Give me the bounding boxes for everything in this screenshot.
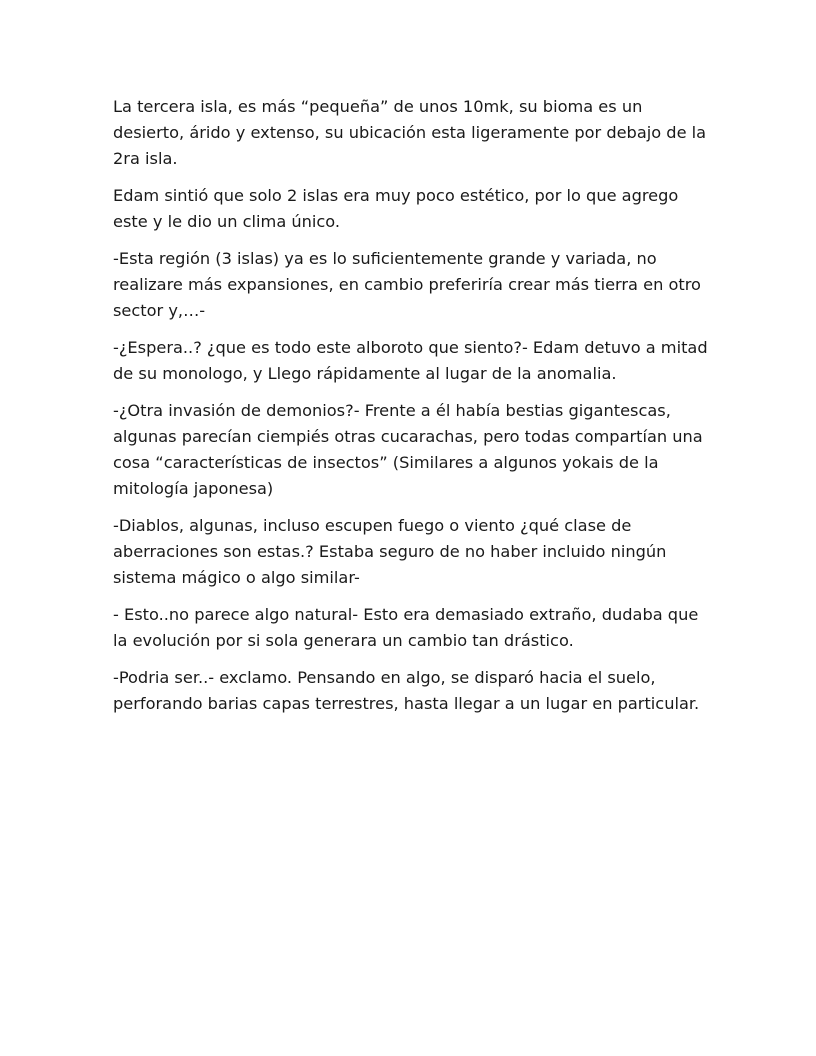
paragraph: Edam sintió que solo 2 islas era muy poco estético, por lo que agrego este y le dio un clima único.	[113, 186, 679, 231]
paragraph: -Diablos, algunas, incluso escupen fuego o viento ¿qué clase de aberraciones son estas.? Estaba seguro de no haber incluido ningún sistema mágico o algo similar-	[113, 516, 667, 587]
paragraph: -Esta región (3 islas) ya es lo suficientemente grande y variada, no realizare más expansiones, en cambio preferiría crear más tierra en otro sector y,…-	[113, 249, 701, 320]
paragraph: - Esto..no parece algo natural- Esto era demasiado extraño, dudaba que la evolución por si sola generara un cambio tan drástico.	[113, 605, 699, 650]
paragraph: -¿Espera..? ¿que es todo este alboroto que siento?- Edam detuvo a mitad de su monologo, y Llego rápidamente al lugar de la anomalia.	[113, 338, 708, 383]
paragraph: -¿Otra invasión de demonios?- Frente a él había bestias gigantescas, algunas parecían ciempiés otras cucarachas, pero todas compartían una cosa “características de insectos” (Similares a algunos yokais de la mitología japonesa)	[113, 401, 703, 498]
paragraph: La tercera isla, es más “pequeña” de unos 10mk, su bioma es un desierto, árido y extenso, su ubicación esta ligeramente por debajo de la 2ra isla.	[113, 97, 707, 168]
document-body	[113, 94, 713, 728]
paragraph: -Podria ser..- exclamo. Pensando en algo, se disparó hacia el suelo, perforando barias capas terrestres, hasta llegar a un lugar en particular.	[113, 668, 700, 713]
